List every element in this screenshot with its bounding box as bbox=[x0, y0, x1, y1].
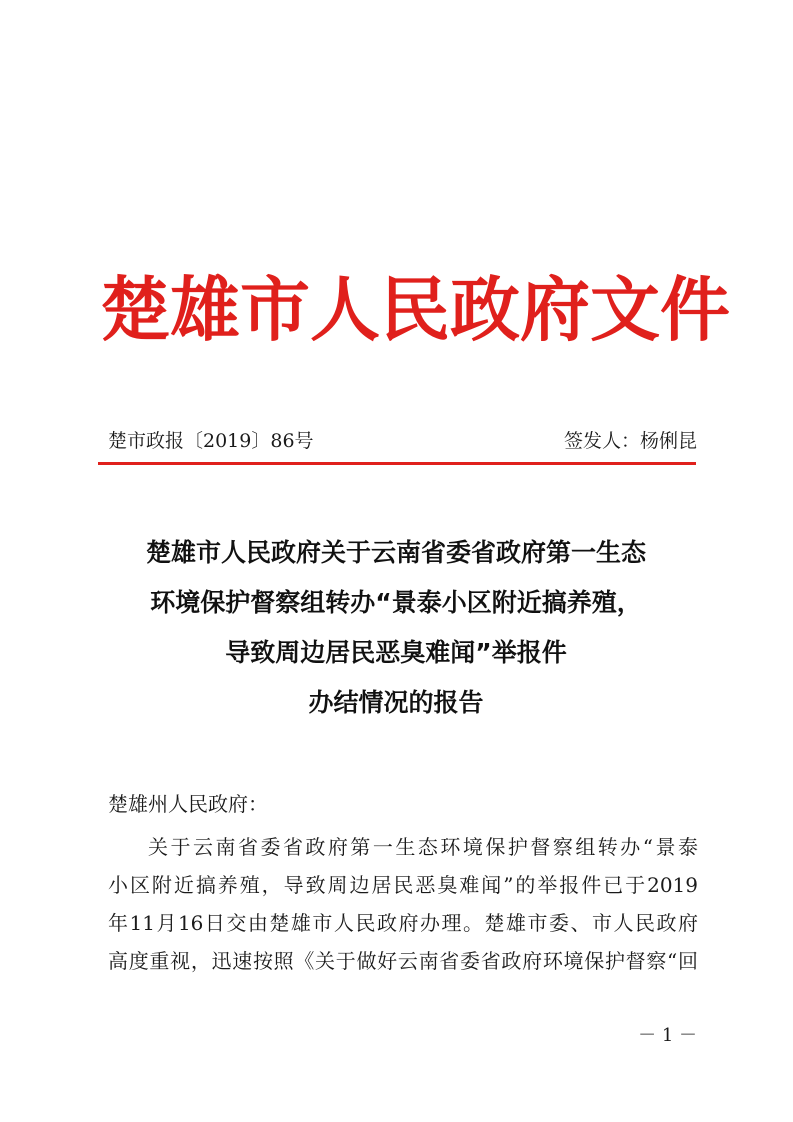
paragraph-line: 关于云南省委省政府第一生态环境保护督察组转办“景泰 bbox=[148, 835, 698, 859]
signer: 签发人：杨俐昆 bbox=[563, 430, 697, 452]
paragraph-line: 小区附近搞养殖，导致周边居民恶臭难闻”的举报件已于2019 bbox=[108, 873, 698, 897]
body-paragraph bbox=[108, 828, 698, 980]
document-number: 楚市政报〔2019〕86号 bbox=[108, 430, 314, 452]
red-divider bbox=[98, 462, 696, 465]
title-line: 楚雄市人民政府关于云南省委省政府第一生态 bbox=[145, 538, 646, 567]
salutation: 楚雄州人民政府： bbox=[108, 792, 268, 816]
document-masthead: 楚雄市人民政府文件 bbox=[100, 269, 730, 351]
page-number: － 1 － bbox=[638, 1025, 697, 1046]
title-line: 环境保护督察组转办“景泰小区附近搞养殖， bbox=[150, 588, 642, 617]
paragraph-line: 年11月16日交由楚雄市人民政府办理。楚雄市委、市人民政府 bbox=[108, 911, 698, 935]
document-title bbox=[96, 528, 696, 728]
paragraph-line: 高度重视，迅速按照《关于做好云南省委省政府环境保护督察“回 bbox=[108, 949, 698, 973]
title-line: 导致周边居民恶臭难闻”举报件 bbox=[225, 638, 567, 667]
title-line: 办结情况的报告 bbox=[308, 688, 484, 717]
